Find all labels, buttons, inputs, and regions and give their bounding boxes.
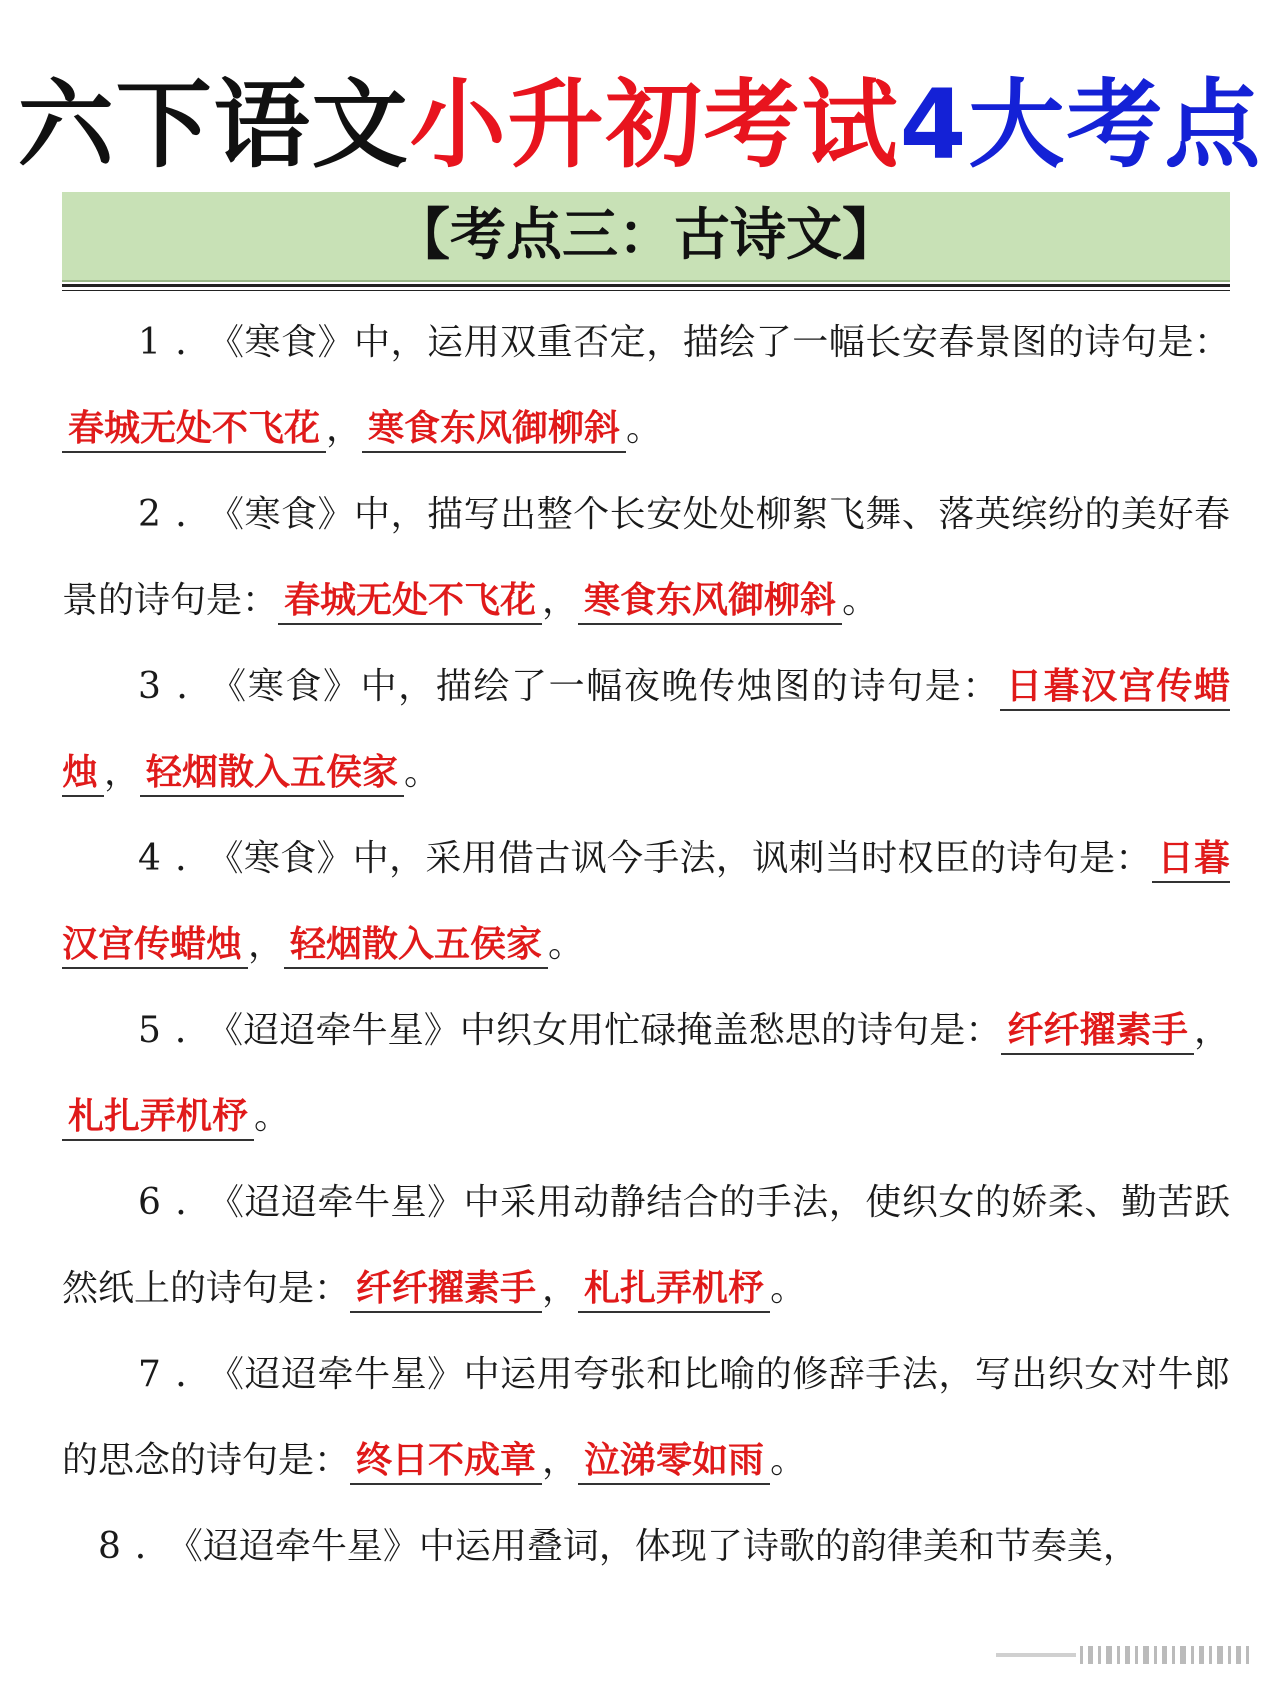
question-number: 2． xyxy=(138,494,226,535)
answer-line-2: 札扎弄机杼 xyxy=(578,1268,770,1313)
question-text: 《迢迢牵牛星》中运用夸张和比喻的修辞手法，写出织女对牛郎的思念的诗句是： xyxy=(62,1354,1230,1481)
answer-line-1: 纤纤擢素手 xyxy=(1001,1010,1194,1055)
question-item-2 xyxy=(62,472,1230,644)
question-item-5 xyxy=(62,988,1230,1160)
question-text: 《寒食》中，采用借古讽今手法，讽刺当时权臣的诗句是： xyxy=(225,838,1152,879)
question-item-7 xyxy=(62,1332,1230,1504)
answer-end: 。 xyxy=(626,408,663,449)
question-item-8 xyxy=(62,1504,1230,1590)
question-list xyxy=(62,300,1230,1590)
answer-line-1: 纤纤擢素手 xyxy=(350,1268,542,1313)
page-title xyxy=(0,70,1280,180)
question-number: 1． xyxy=(138,322,226,363)
answer-line-1: 春城无处不飞花 xyxy=(278,580,542,625)
question-item-1 xyxy=(62,300,1230,472)
section-heading: 【考点三：古诗文】 xyxy=(62,192,1230,282)
answer-line-2: 寒食东风御柳斜 xyxy=(362,408,626,453)
question-item-3 xyxy=(62,644,1230,816)
answer-separator: ， xyxy=(104,752,141,793)
title-part-grade: 六下语文 xyxy=(17,69,410,181)
answer-line-2: 轻烟散入五侯家 xyxy=(284,924,548,969)
title-part-exam: 小升初考试 xyxy=(409,69,900,181)
answer-line-1: 春城无处不飞花 xyxy=(62,408,326,453)
question-item-6 xyxy=(62,1160,1230,1332)
answer-line-1: 终日不成章 xyxy=(350,1440,542,1485)
divider-thick xyxy=(62,284,1230,287)
answer-end: 。 xyxy=(770,1440,807,1481)
question-number: 3． xyxy=(138,666,229,707)
question-number: 5． xyxy=(138,1010,226,1051)
answer-line-2: 泣涕零如雨 xyxy=(578,1440,770,1485)
answer-line-2: 札扎弄机杼 xyxy=(62,1096,254,1141)
answer-end: 。 xyxy=(842,580,879,621)
answer-separator: ， xyxy=(248,924,285,965)
answer-separator: ， xyxy=(542,580,579,621)
question-text: 《寒食》中，描写出整个长安处处柳絮飞舞、落英缤纷的美好春景的诗句是： xyxy=(62,494,1230,621)
barcode-watermark-icon xyxy=(996,1644,1258,1666)
answer-end: 。 xyxy=(404,752,441,793)
answer-separator: ， xyxy=(326,408,363,449)
answer-end: 。 xyxy=(770,1268,807,1309)
answer-end: 。 xyxy=(254,1096,291,1137)
question-number: 4． xyxy=(138,838,226,879)
answer-line-2: 寒食东风御柳斜 xyxy=(578,580,842,625)
answer-separator: ， xyxy=(542,1440,579,1481)
divider-thin xyxy=(62,290,1230,291)
answer-line-2: 轻烟散入五侯家 xyxy=(140,752,404,797)
question-text: 《寒食》中，运用双重否定，描绘了一幅长安春景图的诗句是： xyxy=(225,322,1230,363)
question-number: 7． xyxy=(138,1354,226,1395)
answer-separator: ， xyxy=(542,1268,579,1309)
question-item-4 xyxy=(62,816,1230,988)
question-text: 《迢迢牵牛星》中运用叠词，体现了诗歌的韵律美和节奏美， xyxy=(184,1526,1139,1567)
title-part-points: 4大考点 xyxy=(899,69,1263,181)
question-text: 《迢迢牵牛星》中织女用忙碌掩盖愁思的诗句是： xyxy=(225,1010,1002,1051)
answer-separator: ， xyxy=(1193,1010,1230,1051)
answer-line-1: 日暮汉宫传蜡烛 xyxy=(62,838,1230,969)
question-text: 《迢迢牵牛星》中采用动静结合的手法，使织女的娇柔、勤苦跃然纸上的诗句是： xyxy=(62,1182,1230,1309)
answer-line-1: 日暮汉宫传蜡烛 xyxy=(62,666,1230,797)
question-text: 《寒食》中，描绘了一幅夜晚传烛图的诗句是： xyxy=(228,666,1000,707)
question-number: 8． xyxy=(98,1526,185,1567)
answer-end: 。 xyxy=(548,924,585,965)
question-number: 6． xyxy=(138,1182,226,1223)
